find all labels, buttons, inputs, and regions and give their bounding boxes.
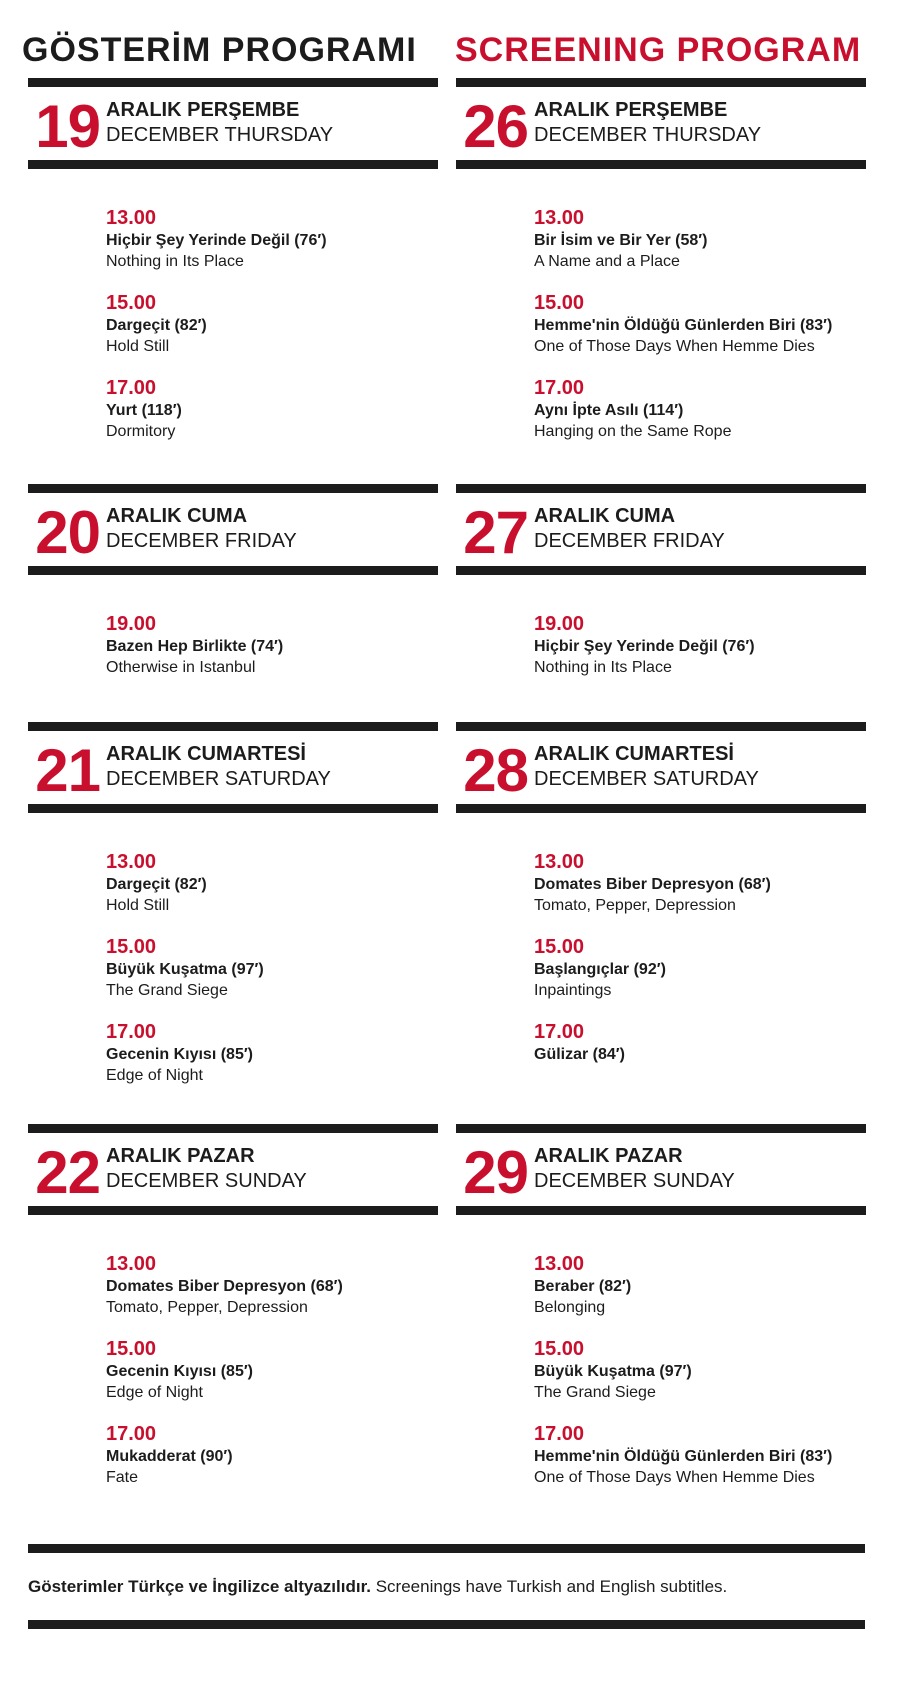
day-rule-top [456, 484, 866, 493]
film-title-tr: Mukadderat (90′) [106, 1448, 233, 1465]
screening-item [534, 1020, 874, 1065]
day-number: 29 [463, 1139, 528, 1206]
film-title-tr: Büyük Kuşatma (97′) [106, 961, 264, 978]
film-title-en: Hanging on the Same Rope [534, 423, 732, 440]
day-label-en: DECEMBER SUNDAY [534, 1170, 735, 1192]
screening-time: 17.00 [534, 377, 585, 399]
screening-item [534, 935, 874, 1001]
screening-item [106, 1337, 446, 1403]
footer-note-en: Screenings have Turkish and English subtitles. [375, 1577, 728, 1596]
day-number: 21 [35, 737, 100, 804]
footer-rule-bottom [28, 1620, 865, 1629]
film-title-tr: Hiçbir Şey Yerinde Değil (76′) [534, 638, 755, 655]
footer-note-tr: Gösterimler Türkçe ve İngilizce altyazılıdır. [28, 1577, 371, 1596]
film-title-tr: Büyük Kuşatma (97′) [534, 1363, 692, 1380]
screening-item [106, 291, 446, 357]
screening-time: 13.00 [106, 851, 157, 873]
screening-time: 15.00 [534, 292, 585, 314]
screening-item [534, 1422, 874, 1488]
day-number: 28 [463, 737, 528, 804]
screening-item [106, 206, 446, 272]
film-title-en: Inpaintings [534, 982, 612, 999]
day-number: 26 [463, 93, 528, 160]
day-label-tr: ARALIK CUMARTESİ [534, 743, 734, 765]
day-number: 20 [35, 499, 100, 566]
day-rule-bottom [28, 804, 438, 813]
film-title-en: Hold Still [106, 897, 170, 914]
film-title-tr: Aynı İpte Asılı (114′) [534, 402, 684, 419]
film-title-en: Hold Still [106, 338, 170, 355]
day-label-tr: ARALIK PERŞEMBE [534, 99, 728, 121]
day-header [28, 1135, 438, 1215]
screening-time: 13.00 [534, 207, 585, 229]
screening-item [534, 850, 874, 916]
day-rule-bottom [28, 160, 438, 169]
film-title-en: The Grand Siege [106, 982, 228, 999]
day-rule-bottom [456, 804, 866, 813]
film-title-en: Otherwise in Istanbul [106, 659, 256, 676]
screening-time: 17.00 [534, 1423, 585, 1445]
film-title-tr: Domates Biber Depresyon (68′) [106, 1278, 343, 1295]
film-title-tr: Beraber (82′) [534, 1278, 632, 1295]
screening-time: 13.00 [106, 207, 157, 229]
day-label-tr: ARALIK PAZAR [106, 1145, 255, 1167]
day-header [456, 1135, 866, 1215]
screening-time: 15.00 [106, 292, 157, 314]
film-title-en: Tomato, Pepper, Depression [106, 1299, 308, 1316]
film-title-tr: Bazen Hep Birlikte (74′) [106, 638, 284, 655]
screening-item [106, 850, 446, 916]
film-title-tr: Bir İsim ve Bir Yer (58′) [534, 232, 708, 249]
screening-item [534, 612, 874, 678]
day-number: 19 [35, 93, 100, 160]
day-rule-bottom [456, 1206, 866, 1215]
page-title-en: SCREENING PROGRAM [455, 31, 862, 69]
day-rule-bottom [456, 160, 866, 169]
day-header [28, 495, 438, 575]
day-rule-top [28, 78, 438, 87]
film-title-tr: Domates Biber Depresyon (68′) [534, 876, 771, 893]
film-title-tr: Hemme'nin Öldüğü Günlerden Biri (83′) [534, 1448, 833, 1465]
footer-rule-top [28, 1544, 865, 1553]
screening-item [106, 935, 446, 1001]
screening-item [534, 376, 874, 442]
screening-item [534, 206, 874, 272]
film-title-en: Fate [106, 1469, 139, 1486]
film-title-en: Nothing in Its Place [534, 659, 672, 676]
day-header [456, 733, 866, 813]
film-title-tr: Gülizar (84′) [534, 1046, 625, 1063]
film-title-en: The Grand Siege [534, 1384, 656, 1401]
screening-time: 19.00 [106, 613, 157, 635]
day-rule-bottom [28, 1206, 438, 1215]
day-label-en: DECEMBER SATURDAY [534, 768, 759, 790]
film-title-en: Edge of Night [106, 1384, 203, 1401]
day-label-en: DECEMBER FRIDAY [534, 530, 725, 552]
film-title-en: One of Those Days When Hemme Dies [534, 1469, 815, 1486]
screening-item [534, 291, 874, 357]
film-title-en: One of Those Days When Hemme Dies [534, 338, 815, 355]
day-rule-top [456, 722, 866, 731]
screening-time: 13.00 [534, 851, 585, 873]
day-label-en: DECEMBER THURSDAY [534, 124, 762, 146]
day-header [28, 89, 438, 169]
day-label-tr: ARALIK CUMA [106, 505, 248, 527]
screening-item [106, 376, 446, 442]
day-label-tr: ARALIK PAZAR [534, 1145, 683, 1167]
screening-time: 13.00 [106, 1253, 157, 1275]
screening-time: 19.00 [534, 613, 585, 635]
film-title-tr: Hiçbir Şey Yerinde Değil (76′) [106, 232, 327, 249]
day-rule-bottom [456, 566, 866, 575]
footer-note [28, 1575, 727, 1599]
screening-time: 17.00 [106, 377, 157, 399]
film-title-tr: Başlangıçlar (92′) [534, 961, 666, 978]
film-title-en: Belonging [534, 1299, 606, 1316]
day-header [28, 733, 438, 813]
day-label-tr: ARALIK PERŞEMBE [106, 99, 300, 121]
day-label-tr: ARALIK CUMA [534, 505, 676, 527]
day-label-en: DECEMBER THURSDAY [106, 124, 334, 146]
day-header [456, 495, 866, 575]
day-rule-top [28, 484, 438, 493]
day-rule-top [28, 1124, 438, 1133]
screening-time: 15.00 [106, 1338, 157, 1360]
film-title-en: Tomato, Pepper, Depression [534, 897, 736, 914]
screening-item [106, 612, 446, 678]
day-header [456, 89, 866, 169]
page-title-tr: GÖSTERİM PROGRAMI [22, 31, 417, 69]
screening-item [534, 1252, 874, 1318]
day-rule-top [28, 722, 438, 731]
film-title-tr: Gecenin Kıyısı (85′) [106, 1046, 253, 1063]
screening-time: 13.00 [534, 1253, 585, 1275]
day-rule-top [456, 1124, 866, 1133]
day-label-tr: ARALIK CUMARTESİ [106, 743, 306, 765]
screening-item [106, 1422, 446, 1488]
screening-item [534, 1337, 874, 1403]
film-title-tr: Gecenin Kıyısı (85′) [106, 1363, 253, 1380]
day-number: 27 [463, 499, 528, 566]
screening-time: 15.00 [534, 936, 585, 958]
screening-time: 17.00 [106, 1021, 157, 1043]
screening-time: 17.00 [534, 1021, 585, 1043]
film-title-en: Edge of Night [106, 1067, 203, 1084]
screening-item [106, 1020, 446, 1086]
film-title-en: Nothing in Its Place [106, 253, 244, 270]
day-rule-bottom [28, 566, 438, 575]
film-title-en: A Name and a Place [534, 253, 680, 270]
day-label-en: DECEMBER SUNDAY [106, 1170, 307, 1192]
screening-item [106, 1252, 446, 1318]
film-title-tr: Yurt (118′) [106, 402, 182, 419]
film-title-tr: Hemme'nin Öldüğü Günlerden Biri (83′) [534, 317, 833, 334]
screening-time: 15.00 [106, 936, 157, 958]
film-title-en: Dormitory [106, 423, 176, 440]
day-number: 22 [35, 1139, 100, 1206]
day-label-en: DECEMBER SATURDAY [106, 768, 331, 790]
film-title-tr: Dargeçit (82′) [106, 876, 207, 893]
screening-time: 17.00 [106, 1423, 157, 1445]
day-label-en: DECEMBER FRIDAY [106, 530, 297, 552]
day-rule-top [456, 78, 866, 87]
film-title-tr: Dargeçit (82′) [106, 317, 207, 334]
screening-time: 15.00 [534, 1338, 585, 1360]
